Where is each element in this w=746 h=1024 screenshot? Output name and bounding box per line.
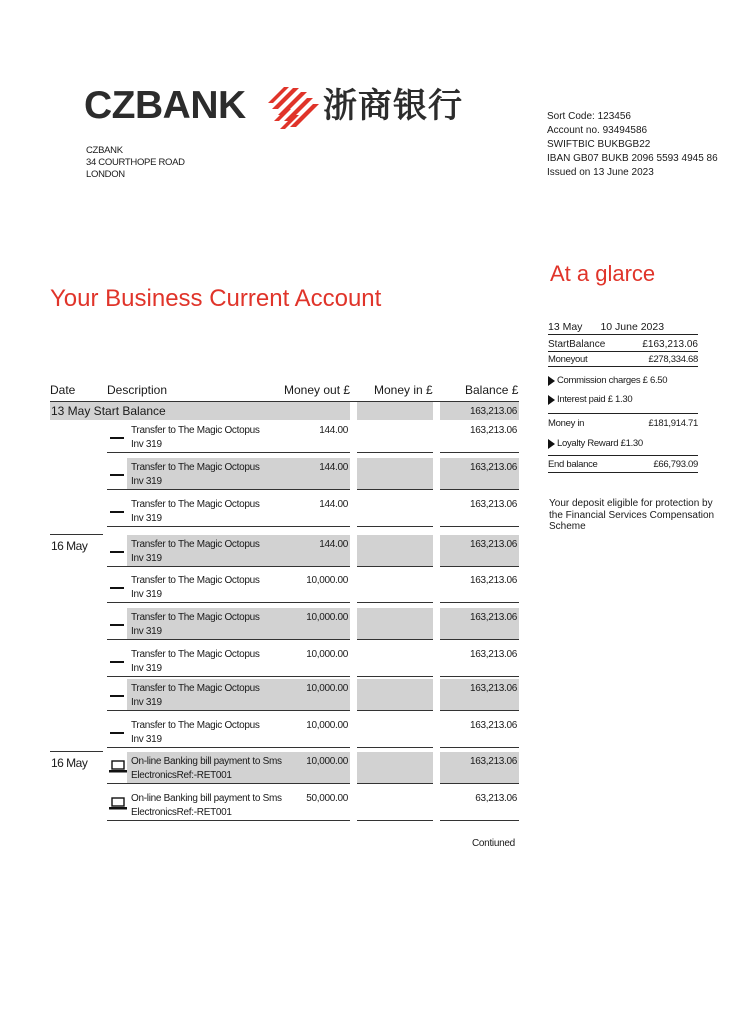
row-rule [357, 526, 433, 527]
row-description-line1: Transfer to The Magic Octopus [131, 499, 260, 510]
row-description-line2: Inv 319 [131, 663, 162, 674]
laptop-icon [109, 760, 127, 774]
dash-icon [110, 511, 124, 513]
date-rule [50, 534, 103, 535]
arrow-right-icon [548, 439, 555, 449]
row-description-line2: Inv 319 [131, 626, 162, 637]
row-rule [440, 489, 519, 490]
start-balance-value: £163,213.06 [642, 338, 698, 350]
row-description-line2: ElectronicsRef:-RET001 [131, 807, 232, 818]
row-description-line1: Transfer to The Magic Octopus [131, 649, 260, 660]
row-rule [107, 710, 350, 711]
swift-code: SWIFTBIC BUKBGB22 [547, 139, 651, 150]
row-shade [357, 458, 433, 489]
row-rule [440, 710, 519, 711]
end-balance-value: £66,793.09 [653, 458, 698, 470]
commission-row [548, 373, 698, 388]
row-date: 16 May [51, 756, 88, 770]
row-rule [440, 820, 519, 821]
arrow-right-icon [548, 376, 555, 386]
row-rule [107, 526, 350, 527]
row-rule [107, 452, 350, 453]
row-description-line1: Transfer to The Magic Octopus [131, 539, 260, 550]
row-money-out: 144.00 [319, 539, 348, 550]
end-balance-label: End balance [548, 458, 598, 470]
row-rule [107, 747, 350, 748]
row-rule [357, 783, 433, 784]
row-rule [107, 602, 350, 603]
issue-date: Issued on 13 June 2023 [547, 167, 654, 178]
money-out-row [548, 351, 698, 367]
dash-icon [110, 474, 124, 476]
row-shade [357, 679, 433, 710]
start-balance-label: StartBalance [548, 338, 606, 350]
iban: IBAN GB07 BUKB 2096 5593 4945 86 [547, 153, 718, 164]
row-description-line1: Transfer to The Magic Octopus [131, 462, 260, 473]
glance-period [548, 320, 698, 335]
row-money-out: 144.00 [319, 425, 348, 436]
glance-summary [548, 320, 698, 473]
row-money-out: 10,000.00 [306, 720, 348, 731]
row-rule [107, 639, 350, 640]
row-rule [440, 602, 519, 603]
dash-icon [110, 551, 124, 553]
period-start: 13 May [548, 321, 583, 333]
interest-row [548, 392, 698, 407]
row-description-line2: Inv 319 [131, 589, 162, 600]
date-rule [50, 751, 103, 752]
at-a-glance-title: At a glarce [550, 261, 656, 286]
row-money-out: 50,000.00 [306, 793, 348, 804]
row-rule [107, 676, 350, 677]
row-balance: 163,213.06 [469, 425, 517, 436]
row-balance: 163,213.06 [469, 720, 517, 731]
row-balance: 163,213.06 [469, 462, 517, 473]
row-balance: 163,213.06 [469, 539, 517, 550]
row-description-line1: Transfer to The Magic Octopus [131, 575, 260, 586]
row-rule [357, 676, 433, 677]
bank-logo-chinese: 浙商银行 [323, 86, 463, 126]
bank-logo-icon [266, 83, 320, 133]
row-balance: 163,213.06 [469, 683, 517, 694]
row-rule [440, 783, 519, 784]
row-money-out: 144.00 [319, 462, 348, 473]
row-description-line1: Transfer to The Magic Octopus [131, 683, 260, 694]
sort-code: Sort Code: 123456 [547, 111, 631, 122]
row-money-out: 10,000.00 [306, 612, 348, 623]
row-description-line2: Inv 319 [131, 439, 162, 450]
row-description-line2: Inv 319 [131, 697, 162, 708]
row-rule [440, 676, 519, 677]
row-rule [440, 566, 519, 567]
row-rule [440, 452, 519, 453]
row-description-line2: Inv 319 [131, 513, 162, 524]
header-money-out: Money out £ [284, 383, 351, 397]
row-balance: 163,213.06 [469, 612, 517, 623]
loyalty-row [548, 436, 698, 451]
row-money-out: 10,000.00 [306, 649, 348, 660]
interest-text: Interest paid £ 1.30 [557, 394, 633, 405]
header-description: Description [107, 383, 168, 397]
deposit-protection-note: Your deposit eligible for protection by the Financial Services Compensation Scheme [549, 498, 715, 532]
row-description-line1: On-line Banking bill payment to Sms [131, 793, 282, 804]
row-rule [357, 489, 433, 490]
money-out-value: £278,334.68 [648, 353, 698, 365]
dash-icon [110, 732, 124, 734]
continued-label: Contiuned [472, 838, 515, 849]
row-balance: 163,213.06 [469, 499, 517, 510]
bank-address-line: CZBANK [86, 145, 123, 156]
money-in-label: Money in [548, 417, 585, 429]
row-description-line2: Inv 319 [131, 553, 162, 564]
row-money-out: 10,000.00 [306, 683, 348, 694]
row-description-line1: Transfer to The Magic Octopus [131, 425, 260, 436]
dash-icon [110, 624, 124, 626]
row-rule [357, 747, 433, 748]
row-money-out: 10,000.00 [306, 575, 348, 586]
row-description-line1: On-line Banking bill payment to Sms [131, 756, 282, 767]
bank-logo-wordmark: CZBANK [84, 84, 246, 127]
dash-icon [110, 437, 124, 439]
dash-icon [110, 587, 124, 589]
row-rule [357, 710, 433, 711]
money-in-row [548, 413, 698, 432]
row-rule [440, 747, 519, 748]
row-shade [357, 608, 433, 639]
row-shade [357, 752, 433, 783]
loyalty-text: Loyalty Reward £1.30 [557, 438, 643, 449]
bank-address-line: LONDON [86, 169, 125, 180]
money-in-value: £181,914.71 [648, 417, 698, 429]
header-money-in: Money in £ [374, 383, 433, 397]
row-description-line2: Inv 319 [131, 734, 162, 745]
dash-icon [110, 695, 124, 697]
account-details [547, 110, 718, 180]
row-balance: 163,213.06 [469, 756, 517, 767]
row-balance: 163,213.06 [469, 649, 517, 660]
row-rule [107, 783, 350, 784]
row-description-line2: Inv 319 [131, 476, 162, 487]
row-rule [357, 602, 433, 603]
account-title: Your Business Current Account [50, 285, 382, 312]
row-money-out: 10,000.00 [306, 756, 348, 767]
row-money-out: 144.00 [319, 499, 348, 510]
row-description-line2: ElectronicsRef:-RET001 [131, 770, 232, 781]
row-rule [107, 566, 350, 567]
header-date: Date [50, 383, 76, 397]
row-rule [357, 566, 433, 567]
dash-icon [110, 661, 124, 663]
row-rule [107, 489, 350, 490]
period-end: 10 June 2023 [600, 321, 665, 333]
bank-address [86, 145, 185, 181]
start-balance-row [548, 337, 698, 351]
account-number: Account no. 93494586 [547, 125, 648, 136]
end-balance-row [548, 455, 698, 473]
row-balance: 163,213.06 [469, 575, 517, 586]
start-balance-shade-in [357, 402, 433, 420]
row-rule [107, 820, 350, 821]
row-description-line1: Transfer to The Magic Octopus [131, 720, 260, 731]
money-out-label: Moneyout [548, 353, 588, 365]
commission-text: Commission charges £ 6.50 [557, 375, 668, 386]
laptop-icon [109, 797, 127, 811]
arrow-right-icon [548, 395, 555, 405]
row-description-line1: Transfer to The Magic Octopus [131, 612, 260, 623]
row-balance: 63,213.06 [475, 793, 517, 804]
row-rule [357, 452, 433, 453]
row-rule [440, 526, 519, 527]
header-balance: Balance £ [465, 383, 519, 397]
start-balance-label: 13 May Start Balance [51, 404, 166, 418]
row-shade [357, 535, 433, 566]
bank-address-line: 34 COURTHOPE ROAD [86, 157, 185, 168]
start-balance-value: 163,213.06 [469, 406, 517, 417]
row-rule [440, 639, 519, 640]
row-date: 16 May [51, 539, 88, 553]
row-rule [357, 820, 433, 821]
row-rule [357, 639, 433, 640]
